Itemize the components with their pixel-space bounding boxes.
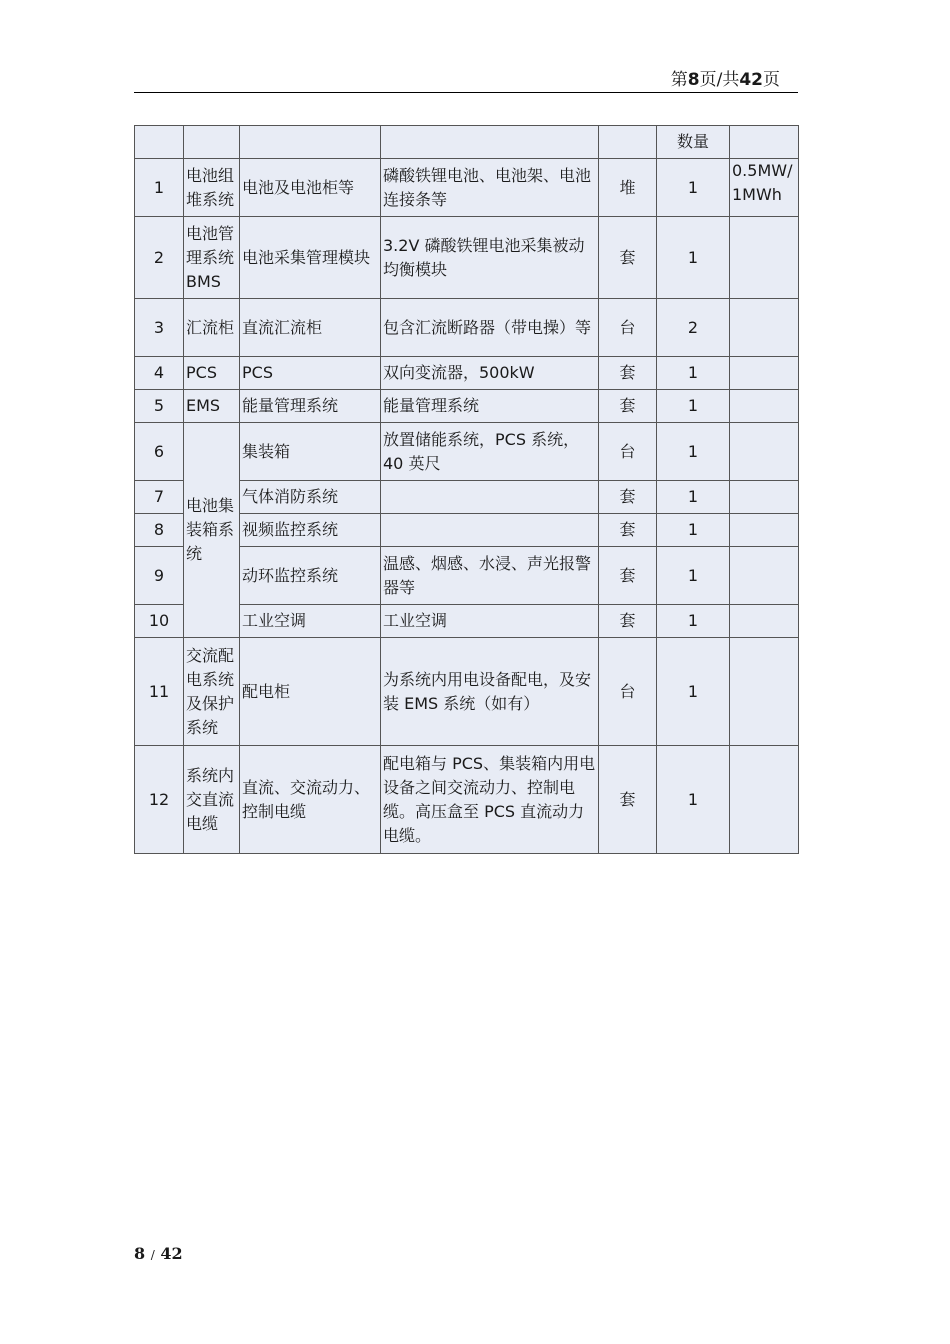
row-description: 温感、烟感、水浸、声光报警器等 xyxy=(381,547,599,605)
row-description: 为系统内用电设备配电，及安装 EMS 系统（如有） xyxy=(381,638,599,746)
row-item-name: 集装箱 xyxy=(240,423,381,481)
table-row xyxy=(135,159,799,217)
row-number: 1 xyxy=(135,159,184,217)
row-quantity: 1 xyxy=(657,159,730,217)
table-row xyxy=(135,357,799,390)
row-quantity: 1 xyxy=(657,217,730,299)
row-number: 6 xyxy=(135,423,184,481)
equipment-table xyxy=(134,125,799,854)
row-number: 2 xyxy=(135,217,184,299)
header-middle: 页/共 xyxy=(699,70,740,90)
row-number: 7 xyxy=(135,481,184,514)
page-header xyxy=(671,68,780,92)
row-note xyxy=(730,638,799,746)
footer-total-pages: 42 xyxy=(160,1244,183,1263)
row-note xyxy=(730,423,799,481)
row-unit: 台 xyxy=(599,423,657,481)
row-note xyxy=(730,390,799,423)
row-unit: 套 xyxy=(599,357,657,390)
row-unit: 套 xyxy=(599,217,657,299)
row-quantity: 1 xyxy=(657,746,730,854)
row-quantity: 1 xyxy=(657,481,730,514)
row-item-name: 直流、交流动力、控制电缆 xyxy=(240,746,381,854)
row-item-name: 能量管理系统 xyxy=(240,390,381,423)
header-suffix: 页 xyxy=(763,70,780,90)
table-row xyxy=(135,746,799,854)
row-item-name: 直流汇流柜 xyxy=(240,299,381,357)
row-unit: 套 xyxy=(599,605,657,638)
row-quantity: 1 xyxy=(657,514,730,547)
header-divider xyxy=(134,92,798,93)
row-number: 4 xyxy=(135,357,184,390)
row-note xyxy=(730,481,799,514)
row-item-name: 动环监控系统 xyxy=(240,547,381,605)
row-note xyxy=(730,217,799,299)
row-note xyxy=(730,357,799,390)
row-item-name: 配电柜 xyxy=(240,638,381,746)
row-system: EMS xyxy=(184,390,240,423)
row-item-name: PCS xyxy=(240,357,381,390)
header-cell xyxy=(730,126,799,159)
row-description xyxy=(381,514,599,547)
row-unit: 套 xyxy=(599,547,657,605)
row-system: 系统内交直流电缆 xyxy=(184,746,240,854)
row-description: 双向变流器，500kW xyxy=(381,357,599,390)
header-current-page: 8 xyxy=(687,70,700,90)
row-unit: 套 xyxy=(599,390,657,423)
row-system: 电池组堆系统 xyxy=(184,159,240,217)
footer-separator: / xyxy=(150,1248,155,1262)
row-quantity: 1 xyxy=(657,357,730,390)
header-cell xyxy=(599,126,657,159)
row-quantity: 1 xyxy=(657,605,730,638)
table-row xyxy=(135,390,799,423)
row-note xyxy=(730,746,799,854)
header-prefix: 第 xyxy=(670,70,688,90)
page-footer xyxy=(134,1244,183,1265)
row-number: 9 xyxy=(135,547,184,605)
table-row xyxy=(135,423,799,481)
row-description xyxy=(381,481,599,514)
row-system: 电池管理系统BMS xyxy=(184,217,240,299)
row-quantity: 1 xyxy=(657,547,730,605)
row-quantity: 1 xyxy=(657,390,730,423)
table-header-row xyxy=(135,126,799,159)
header-cell-quantity: 数量 xyxy=(657,126,730,159)
row-number: 10 xyxy=(135,605,184,638)
row-system-merged: 电池集装箱系统 xyxy=(184,423,240,638)
header-cell xyxy=(381,126,599,159)
row-system: PCS xyxy=(184,357,240,390)
header-cell xyxy=(240,126,381,159)
row-item-name: 电池及电池柜等 xyxy=(240,159,381,217)
row-unit: 套 xyxy=(599,481,657,514)
row-note xyxy=(730,605,799,638)
row-number: 12 xyxy=(135,746,184,854)
footer-current-page: 8 xyxy=(134,1244,146,1263)
row-unit: 台 xyxy=(599,638,657,746)
table-row xyxy=(135,217,799,299)
row-unit: 套 xyxy=(599,746,657,854)
header-cell xyxy=(184,126,240,159)
row-quantity: 1 xyxy=(657,638,730,746)
row-description: 包含汇流断路器（带电操）等 xyxy=(381,299,599,357)
row-number: 3 xyxy=(135,299,184,357)
row-unit: 堆 xyxy=(599,159,657,217)
row-description: 能量管理系统 xyxy=(381,390,599,423)
header-total-pages: 42 xyxy=(739,70,763,90)
row-number: 5 xyxy=(135,390,184,423)
row-number: 8 xyxy=(135,514,184,547)
row-description: 放置储能系统，PCS 系统，40 英尺 xyxy=(381,423,599,481)
row-system: 交流配电系统及保护系统 xyxy=(184,638,240,746)
table-row xyxy=(135,299,799,357)
row-description: 配电箱与 PCS、集装箱内用电设备之间交流动力、控制电缆。高压盒至 PCS 直流动力电缆。 xyxy=(381,746,599,854)
row-item-name: 气体消防系统 xyxy=(240,481,381,514)
row-description: 磷酸铁锂电池、电池架、电池连接条等 xyxy=(381,159,599,217)
row-item-name: 视频监控系统 xyxy=(240,514,381,547)
header-cell xyxy=(135,126,184,159)
row-note: 0.5MW/1MWh xyxy=(730,159,799,217)
table-row xyxy=(135,638,799,746)
row-quantity: 1 xyxy=(657,423,730,481)
row-note xyxy=(730,547,799,605)
row-unit: 套 xyxy=(599,514,657,547)
row-description: 3.2V 磷酸铁锂电池采集被动均衡模块 xyxy=(381,217,599,299)
row-quantity: 2 xyxy=(657,299,730,357)
row-note xyxy=(730,299,799,357)
row-number: 11 xyxy=(135,638,184,746)
row-note xyxy=(730,514,799,547)
row-system: 汇流柜 xyxy=(184,299,240,357)
row-item-name: 电池采集管理模块 xyxy=(240,217,381,299)
row-description: 工业空调 xyxy=(381,605,599,638)
row-item-name: 工业空调 xyxy=(240,605,381,638)
row-unit: 台 xyxy=(599,299,657,357)
